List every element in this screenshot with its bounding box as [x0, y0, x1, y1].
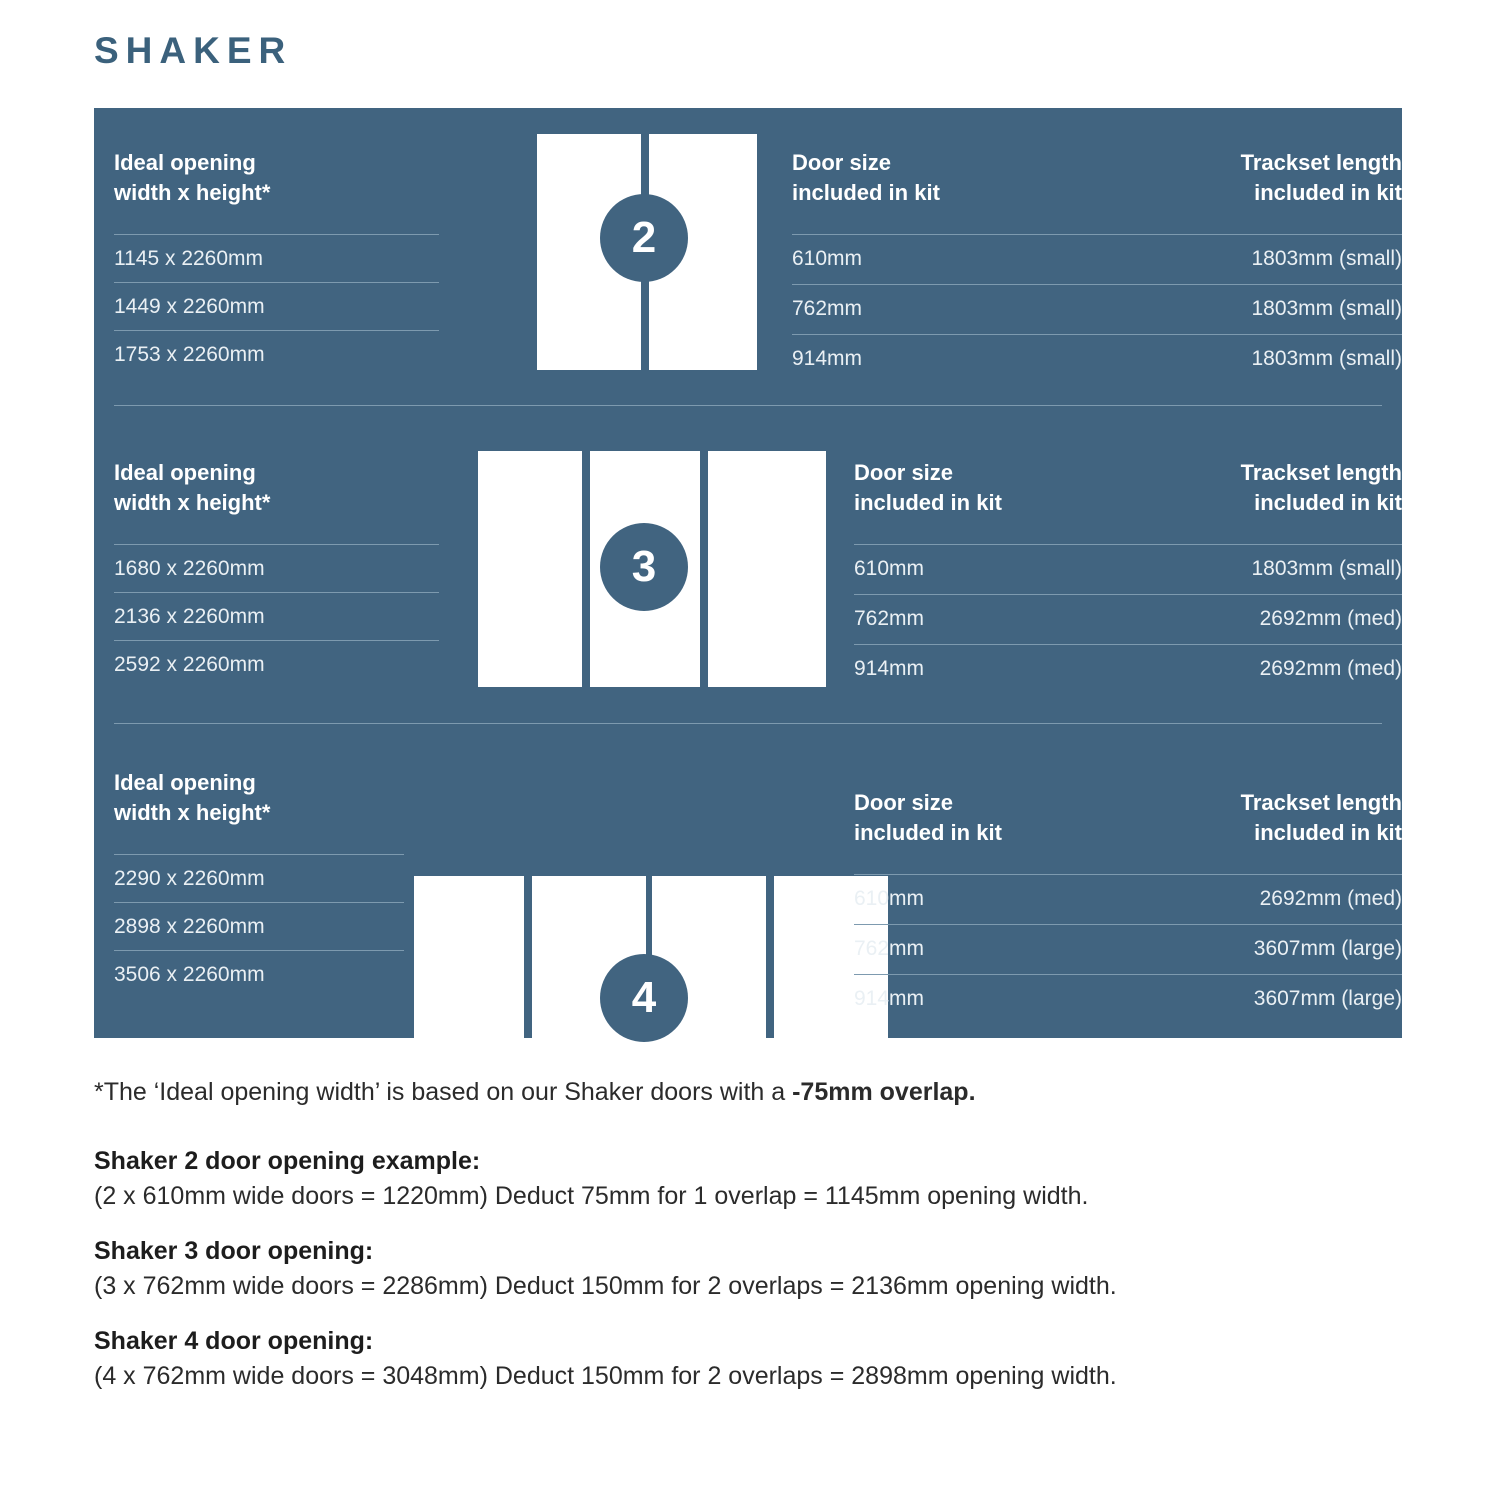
left-column-header-3 — [114, 458, 534, 518]
list-item: 2290 x 2260mm — [114, 854, 404, 902]
opening-size-list-2 — [114, 234, 439, 378]
door-kit-block-4 — [94, 728, 1402, 1038]
trackset-header-line2: included in kit — [1254, 820, 1402, 845]
left-header-line1: Ideal opening — [114, 770, 256, 795]
trackset-header-line2: included in kit — [1254, 180, 1402, 205]
door-size-header-line2: included in kit — [854, 820, 1002, 845]
footnotes — [94, 1078, 1424, 1391]
table-row — [792, 334, 1402, 384]
door-size-header-line1: Door size — [854, 460, 954, 485]
example-body-2: (2 x 610mm wide doors = 1220mm) Deduct 75mm for 1 overlap = 1145mm opening width. — [94, 1182, 1089, 1210]
door-size-value: 762mm — [854, 937, 925, 960]
example-title-4: Shaker 4 door opening: — [94, 1327, 374, 1355]
table-row — [792, 234, 1402, 284]
door-size-value: 610mm — [854, 887, 925, 910]
door-panel — [708, 451, 826, 687]
trackset-value: 3607mm (large) — [1253, 937, 1402, 960]
door-size-header-line1: Door size — [792, 150, 892, 175]
example-body-4: (4 x 762mm wide doors = 3048mm) Deduct 150mm for 2 overlaps = 2898mm opening width. — [94, 1362, 1117, 1390]
section-divider — [114, 405, 1382, 406]
kit-table-4 — [854, 874, 1402, 1024]
page-title: SHAKER — [94, 30, 293, 71]
door-size-value: 914mm — [792, 347, 863, 370]
door-size-value: 762mm — [792, 297, 863, 320]
trackset-header-4 — [1052, 788, 1402, 848]
door-count-badge-4: 4 — [600, 954, 688, 1042]
example-title-3: Shaker 3 door opening: — [94, 1237, 374, 1265]
trackset-value: 1803mm (small) — [1251, 557, 1402, 580]
door-count-badge-2: 2 — [600, 194, 688, 282]
door-panel — [478, 451, 582, 687]
door-size-value: 914mm — [854, 987, 925, 1010]
door-size-header-line1: Door size — [854, 790, 954, 815]
table-row — [854, 594, 1402, 644]
table-row — [792, 284, 1402, 334]
table-row — [854, 644, 1402, 694]
overlap-footnote — [94, 1078, 1424, 1107]
door-kit-block-2 — [94, 108, 1402, 418]
door-size-header-line2: included in kit — [854, 490, 1002, 515]
trackset-value: 1803mm (small) — [1251, 297, 1402, 320]
trackset-header-line1: Trackset length — [1240, 790, 1402, 815]
overlap-footnote-text: *The ‘Ideal opening width’ is based on our Shaker doors with a — [94, 1078, 793, 1106]
door-size-value: 762mm — [854, 607, 925, 630]
list-item: 2592 x 2260mm — [114, 640, 439, 688]
table-row — [854, 874, 1402, 924]
opening-size-list-4 — [114, 854, 404, 998]
left-header-line2: width x height* — [114, 490, 271, 515]
list-item: 1449 x 2260mm — [114, 282, 439, 330]
door-count-badge-3: 3 — [600, 523, 688, 611]
list-item: 1680 x 2260mm — [114, 544, 439, 592]
example-title-2: Shaker 2 door opening example: — [94, 1147, 481, 1175]
list-item: 2898 x 2260mm — [114, 902, 404, 950]
trackset-value: 2692mm (med) — [1259, 657, 1402, 680]
door-size-value: 914mm — [854, 657, 925, 680]
trackset-header-2 — [1052, 148, 1402, 208]
table-row — [854, 544, 1402, 594]
trackset-value: 3607mm (large) — [1253, 987, 1402, 1010]
table-row — [854, 974, 1402, 1024]
trackset-header-line1: Trackset length — [1240, 460, 1402, 485]
door-size-header-line2: included in kit — [792, 180, 940, 205]
list-item: 3506 x 2260mm — [114, 950, 404, 998]
left-header-line1: Ideal opening — [114, 150, 256, 175]
list-item: 1753 x 2260mm — [114, 330, 439, 378]
left-header-line1: Ideal opening — [114, 460, 256, 485]
left-column-header-2 — [114, 148, 534, 208]
door-size-value: 610mm — [854, 557, 925, 580]
opening-size-list-3 — [114, 544, 439, 688]
trackset-value: 1803mm (small) — [1251, 247, 1402, 270]
overlap-footnote-emphasis: -75mm overlap. — [792, 1078, 976, 1106]
trackset-header-line2: included in kit — [1254, 490, 1402, 515]
trackset-value: 1803mm (small) — [1251, 347, 1402, 370]
sizing-panel — [94, 108, 1402, 1038]
example-body-3: (3 x 762mm wide doors = 2286mm) Deduct 150mm for 2 overlaps = 2136mm opening width. — [94, 1272, 1117, 1300]
kit-table-3 — [854, 544, 1402, 694]
section-divider — [114, 723, 1382, 724]
left-header-line2: width x height* — [114, 800, 271, 825]
trackset-value: 2692mm (med) — [1259, 607, 1402, 630]
left-header-line2: width x height* — [114, 180, 271, 205]
door-kit-block-3 — [94, 418, 1402, 728]
table-row — [854, 924, 1402, 974]
list-item: 2136 x 2260mm — [114, 592, 439, 640]
trackset-header-line1: Trackset length — [1240, 150, 1402, 175]
trackset-header-3 — [1052, 458, 1402, 518]
list-item: 1145 x 2260mm — [114, 234, 439, 282]
left-column-header-4 — [114, 768, 534, 828]
kit-table-2 — [792, 234, 1402, 384]
door-size-value: 610mm — [792, 247, 863, 270]
trackset-value: 2692mm (med) — [1259, 887, 1402, 910]
